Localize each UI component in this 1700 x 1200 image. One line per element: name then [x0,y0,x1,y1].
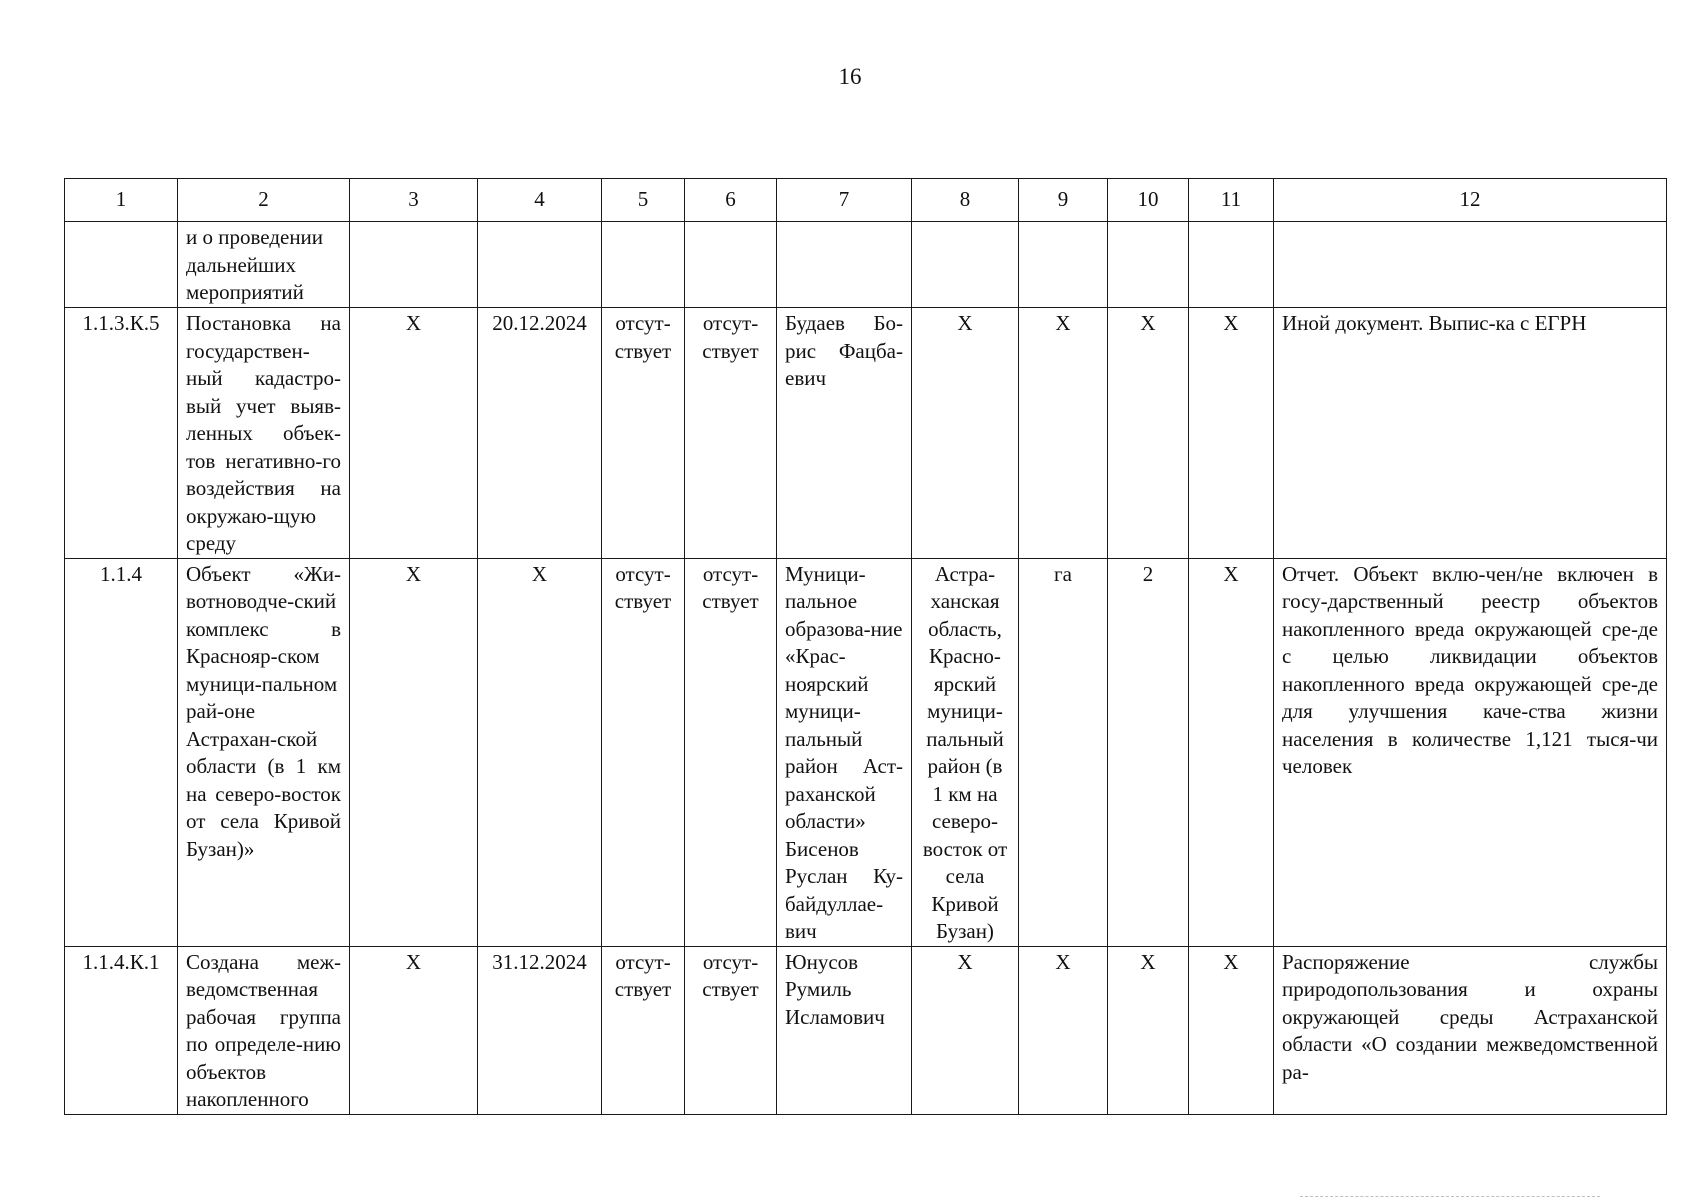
column-header: 7 [777,179,912,222]
cell-result: Распоряжение службы природопользования и охраны окружающей среды Астраханской области «О создании межведомственной ра- [1274,946,1667,1114]
cell-responsible [777,222,912,308]
cell-result: Отчет. Объект вклю-чен/не включен в госу-дарственный реестр объектов накопленного вреда окружающей сре-де с целью ликвидации объектов накопленного вреда окружающей сре-де для улучшения каче-ства жизни населения в количестве 1,121 тыся-чи человек [1274,558,1667,946]
cell-description: и о проведении дальнейших мероприятий [178,222,350,308]
cell-result [1274,222,1667,308]
cell-number: 1.1.4.К.1 [65,946,178,1114]
cell-col6: отсут- ствует [685,946,777,1114]
cell-col3: Х [350,308,478,559]
column-header: 2 [178,179,350,222]
cell-responsible: Муници-пальное образова-ние «Крас-ноярский муници-пальный район Аст-раханской области» Бисенов Руслан Ку-байдуллае-вич [777,558,912,946]
cell-col11: Х [1189,946,1274,1114]
column-header: 1 [65,179,178,222]
cell-location: Х [912,946,1019,1114]
table-row [65,558,1667,946]
cell-number: 1.1.3.К.5 [65,308,178,559]
cell-number [65,222,178,308]
cell-col6 [685,222,777,308]
cell-col11: Х [1189,308,1274,559]
cell-col5: отсут- ствует [602,558,685,946]
cell-unit [1019,222,1108,308]
cell-col5: отсут- ствует [602,308,685,559]
cell-location: Х [912,308,1019,559]
table-row [65,308,1667,559]
page-number: 16 [838,64,862,89]
column-header: 12 [1274,179,1667,222]
cell-location [912,222,1019,308]
cell-date: 31.12.2024 [478,946,602,1114]
column-header: 6 [685,179,777,222]
cell-col6: отсут- ствует [685,558,777,946]
column-header: 5 [602,179,685,222]
cell-unit: Х [1019,308,1108,559]
table-row [65,946,1667,1114]
table-row [65,222,1667,308]
cell-col11 [1189,222,1274,308]
cell-col11: Х [1189,558,1274,946]
cell-value: 2 [1108,558,1189,946]
cell-value [1108,222,1189,308]
cell-responsible: Будаев Бо-рис Фацба-евич [777,308,912,559]
column-header: 10 [1108,179,1189,222]
cell-value: Х [1108,946,1189,1114]
cell-col3: Х [350,946,478,1114]
cell-date: Х [478,558,602,946]
cell-result: Иной документ. Выпис-ка с ЕГРН [1274,308,1667,559]
column-header: 9 [1019,179,1108,222]
cell-col3: Х [350,558,478,946]
cell-col3 [350,222,478,308]
cell-number: 1.1.4 [65,558,178,946]
table-header-row [65,179,1667,222]
column-header: 3 [350,179,478,222]
cell-col5 [602,222,685,308]
cell-description: Постановка на государствен-ный кадастро-вый учет выяв-ленных объек-тов негативно-го воздействия на окружаю-щую среду [178,308,350,559]
cell-date: 20.12.2024 [478,308,602,559]
cell-unit: га [1019,558,1108,946]
cell-description: Объект «Жи-вотноводче-ский комплекс в Краснояр-ском муници-пальном рай-оне Астрахан-ской области (в 1 км на северо-восток от села Кривой Бузан)» [178,558,350,946]
cell-col5: отсут- ствует [602,946,685,1114]
data-table [64,178,1667,1115]
column-header: 11 [1189,179,1274,222]
cell-value: Х [1108,308,1189,559]
column-header: 8 [912,179,1019,222]
cell-col6: отсут- ствует [685,308,777,559]
cell-date [478,222,602,308]
cell-location: Астра-ханская область, Красно-ярский муници-пальный район (в 1 км на северо-восток от села Кривой Бузан) [912,558,1019,946]
cell-description: Создана меж-ведомственная рабочая группа по определе-нию объектов накопленного [178,946,350,1114]
cell-unit: Х [1019,946,1108,1114]
cell-responsible: Юнусов Румиль Исламович [777,946,912,1114]
scan-artifact [1300,1196,1600,1199]
column-header: 4 [478,179,602,222]
